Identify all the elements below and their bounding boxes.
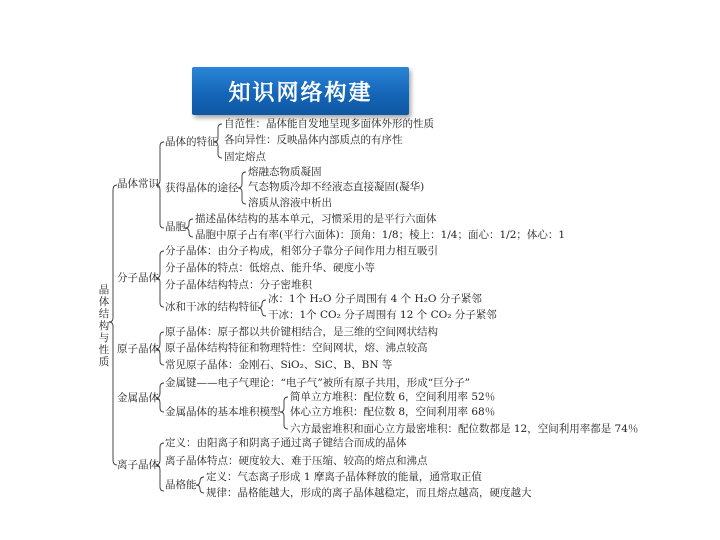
leaf-text: 气态物质冷却不经液态直接凝固(凝华): [248, 181, 425, 193]
category-crystal-common: 晶体常识: [117, 178, 159, 190]
leaf-text: 离子晶体特点：硬度较大、难于压缩、较高的熔点和沸点: [165, 455, 428, 467]
leaf-text: 固定熔点: [224, 151, 266, 163]
leaf-text: 冰：1个 H₂O 分子周围有 4 个 H₂O 分子紧邻: [268, 293, 482, 305]
leaf-text: 原子晶体结构特征和物理特性：空间网状，熔、沸点较高: [165, 342, 428, 354]
category-ionic: 离子晶体: [117, 459, 159, 471]
leaf-text: 干冰：1个 CO₂ 分子周围有 12 个 CO₂ 分子紧邻: [268, 309, 497, 321]
page-title: 知识网络构建: [228, 81, 373, 106]
leaf-text: 原子晶体：原子都以共价键相结合，是三维的空间网状结构: [165, 326, 438, 338]
leaf-text: 分子晶体：由分子构成，相邻分子靠分子间作用力相互吸引: [165, 245, 438, 257]
leaf-text: 自范性：晶体能自发地呈现多面体外形的性质: [224, 118, 434, 130]
leaf-text: 分子晶体结构特点：分子密堆积: [165, 279, 312, 291]
leaf-text: 分子晶体的特点：低熔点、能升华、硬度小等: [165, 262, 375, 274]
leaf-text: 简单立方堆积：配位数 6，空间利用率 52％: [290, 391, 496, 403]
branch-cell: 晶胞: [165, 221, 186, 233]
leaf-text: 规律：晶格能越大，形成的离子晶体越稳定，而且熔点越高，硬度越大: [206, 487, 532, 499]
branch-lattice: 晶格能: [165, 479, 197, 491]
leaf-text: 六方最密堆积和面心立方最密堆积：配位数都是 12，空间利用率都是 74％: [290, 423, 639, 435]
branch-packing: 金属晶体的基本堆积模型: [165, 406, 281, 418]
leaf-text: 金属键——电子气理论：“电子气”被所有原子共用，形成“巨分子”: [165, 377, 470, 389]
leaf-text: 晶胞中原子占有率(平行六面体)：顶角：1/8；棱上：1/4；面心：1/2；体心：1: [195, 229, 566, 241]
category-metallic: 金属晶体: [117, 392, 159, 404]
leaf-text: 定义：由阳离子和阴离子通过离子键结合而成的晶体: [165, 437, 407, 449]
branch-ways: 获得晶体的途径: [165, 182, 239, 194]
root-label: 晶体结构与性质: [98, 284, 110, 368]
branch-ice: 冰和干冰的结构特征: [165, 301, 260, 313]
leaf-text: 熔融态物质凝固: [248, 166, 322, 178]
leaf-text: 定义：气态离子形成 1 摩离子晶体释放的能量，通常取正值: [206, 471, 482, 483]
leaf-text: 体心立方堆积：配位数 8，空间利用率 68％: [290, 406, 496, 418]
category-molecular: 分子晶体: [117, 272, 159, 284]
category-atomic: 原子晶体: [117, 343, 159, 355]
branch-features: 晶体的特征: [165, 136, 218, 148]
leaf-text: 常见原子晶体：金刚石、SiO₂、SiC、B、BN 等: [165, 359, 393, 371]
leaf-text: 描述晶体结构的基本单元，习惯采用的是平行六面体: [195, 213, 437, 225]
leaf-text: 各向异性：反映晶体内部质点的有序性: [224, 134, 403, 146]
leaf-text: 溶质从溶液中析出: [248, 197, 332, 209]
